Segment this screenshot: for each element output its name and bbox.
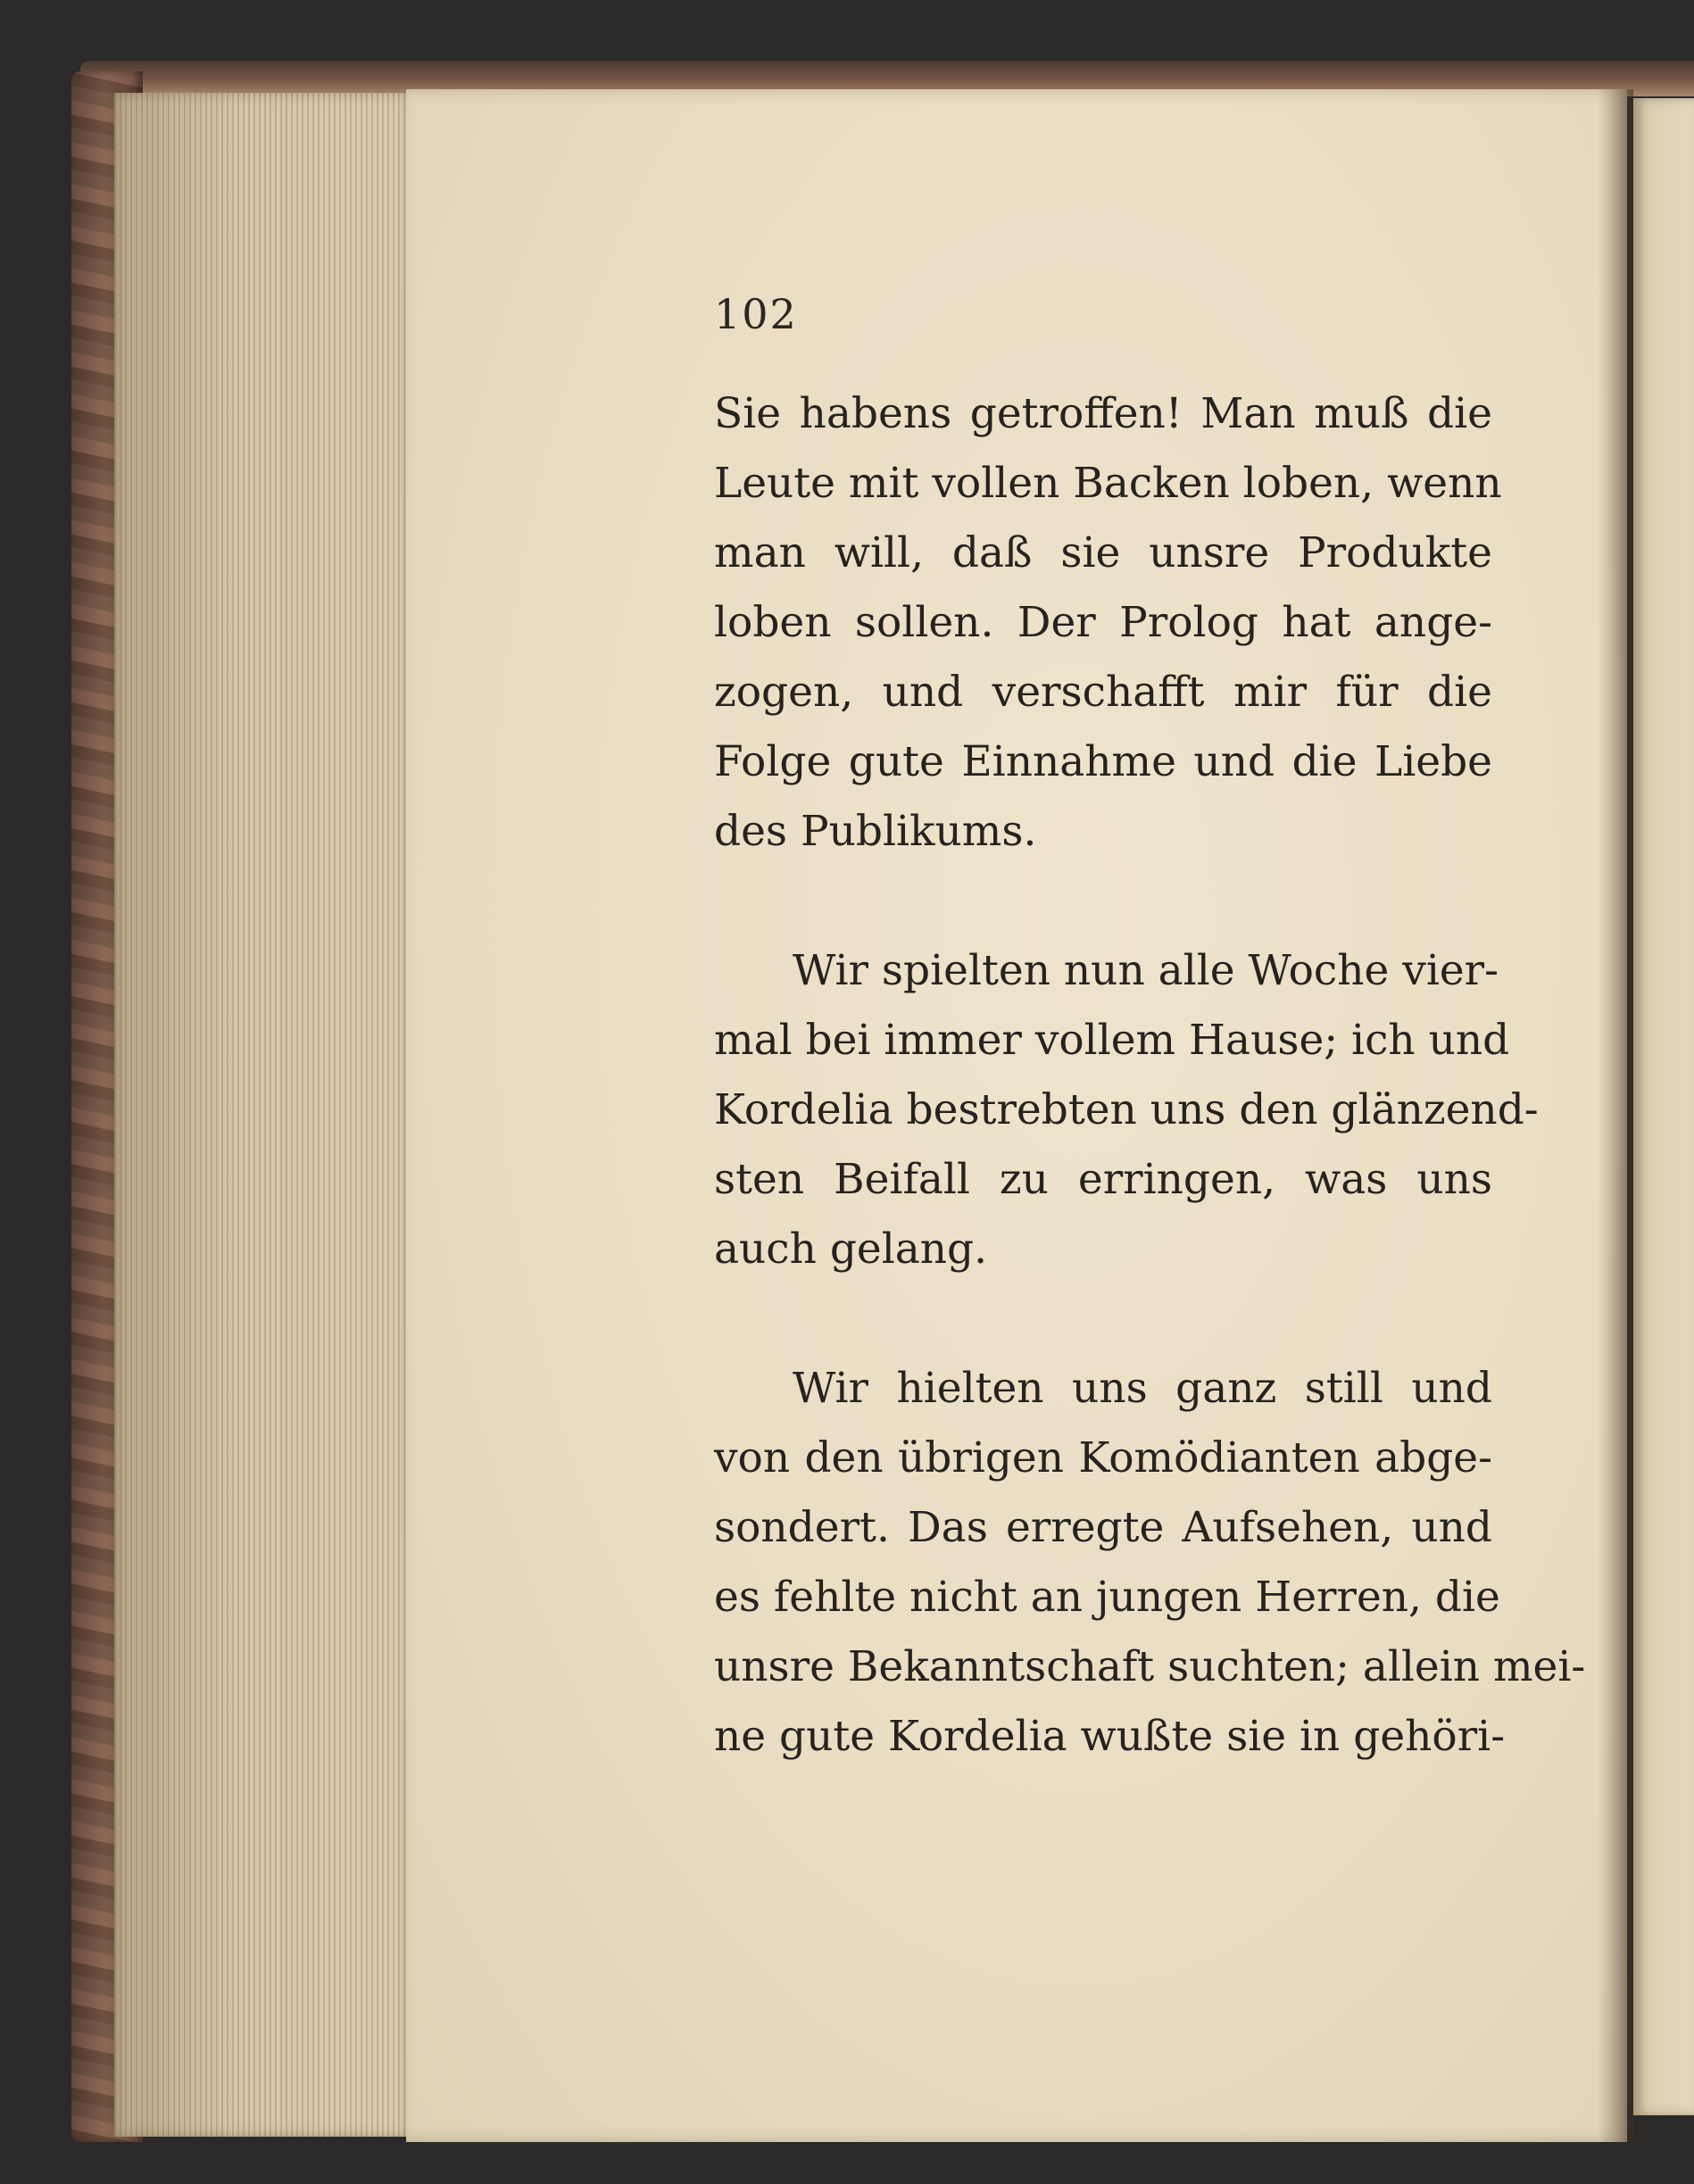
text-line: Wir hielten uns ganz still und	[793, 1364, 1492, 1413]
text-line: Leute mit vollen Backen loben, wenn	[714, 459, 1502, 508]
page-gutter-shadow	[1598, 89, 1633, 2142]
paragraph-gap	[714, 867, 1492, 936]
text-line: man will, daß sie unsre Produkte	[714, 528, 1492, 577]
text-line: ne gute Kordelia wußte sie in gehöri-	[714, 1712, 1506, 1761]
text-line: Folge gute Einnahme und die Liebe	[714, 737, 1492, 786]
page-text	[714, 379, 1586, 1772]
text-line: unsre Bekanntschaft suchten; allein mei-	[714, 1642, 1586, 1691]
text-line: Sie habens getroffen! Man muß die	[714, 389, 1492, 438]
text-line: zogen, und verschafft mir für die	[714, 668, 1492, 717]
paragraph	[714, 379, 1502, 867]
text-line: sten Beifall zu erringen, was uns	[714, 1155, 1492, 1204]
right-page-edge	[1633, 98, 1694, 2115]
paragraph	[714, 936, 1539, 1284]
paragraph-gap	[714, 1284, 1492, 1354]
page-stack-edges	[114, 93, 409, 2137]
text-line: Wir spielten nun alle Woche vier-	[793, 946, 1499, 995]
text-line: mal bei immer vollem Hause; ich und	[714, 1016, 1510, 1065]
text-line: Kordelia bestrebten uns den glänzend-	[714, 1085, 1539, 1134]
text-line: auch gelang.	[714, 1225, 988, 1274]
text-line: es fehlte nicht an jungen Herren, die	[714, 1573, 1500, 1622]
page-number: 102	[714, 290, 798, 338]
text-line: des Publikums.	[714, 807, 1037, 856]
paragraph	[714, 1354, 1586, 1772]
text-line: sondert. Das erregte Aufsehen, und	[714, 1503, 1492, 1552]
text-line: von den übrigen Komödianten abge-	[714, 1433, 1492, 1482]
text-line: loben sollen. Der Prolog hat ange-	[714, 598, 1492, 647]
